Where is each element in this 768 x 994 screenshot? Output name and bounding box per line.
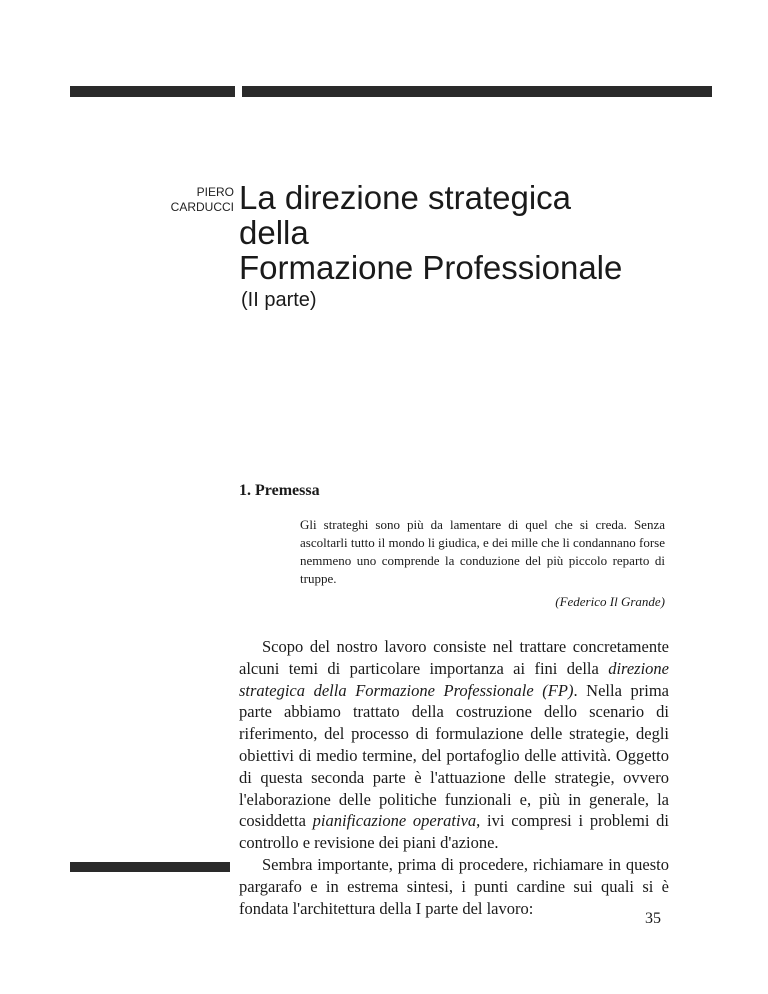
text-run: Scopo del nostro lavoro consiste nel trattare concretamente alcuni temi di particolare importanza ai fini della: [239, 637, 669, 678]
page-number: 35: [645, 910, 661, 927]
epigraph-quote: Gli strateghi sono più da lamentare di quel che si creda. Senza ascoltarli tutto il mondo li giudica, e dei mille che li condannano forse nemmeno uno comprende la conduzione del più piccolo reparto di truppe.: [300, 517, 665, 586]
decorative-rule-top-right: [242, 86, 712, 97]
text-run: , ivi compresi i problemi di controllo e revisione dei piani d'azione.: [239, 811, 670, 853]
title-line: Formazione Professionale: [239, 249, 623, 286]
article-subtitle: (II parte): [241, 289, 317, 311]
article-title: [239, 180, 622, 285]
body-paragraph: [239, 636, 669, 854]
italic-phrase: pianificazione operativa: [312, 811, 477, 831]
title-line: della: [239, 214, 309, 251]
italic-phrase: direzione strategica della Formazione Professionale (FP): [239, 658, 669, 700]
epigraph-attribution: (Federico Il Grande): [555, 594, 665, 609]
author-name: [171, 185, 234, 215]
title-line: La direzione strategica: [239, 179, 572, 216]
text-run: . Nella prima parte abbiamo trattato della costruzione dello scenario di riferimento, del processo di formulazione delle strategie, degli obiettivi di medio termine, del portafoglio delle attività. Oggetto di questa seconda parte è l'attuazione delle strategie, ovvero l'elaborazione delle politiche funzionali e, più in generale, la cosiddetta: [239, 680, 669, 831]
body-text: [239, 636, 669, 919]
author-last-name: CARDUCCI: [170, 200, 234, 214]
decorative-rule-bottom: [70, 862, 230, 872]
decorative-rule-top-left: [70, 86, 235, 97]
section-heading: 1. Premessa: [239, 482, 320, 499]
author-first-name: PIERO: [196, 185, 234, 199]
body-paragraph: Sembra importante, prima di procedere, richiamare in questo pargarafo e in estrema sintesi, i punti cardine sui quali si è fondata l'architettura della I parte del lavoro:: [239, 854, 669, 918]
